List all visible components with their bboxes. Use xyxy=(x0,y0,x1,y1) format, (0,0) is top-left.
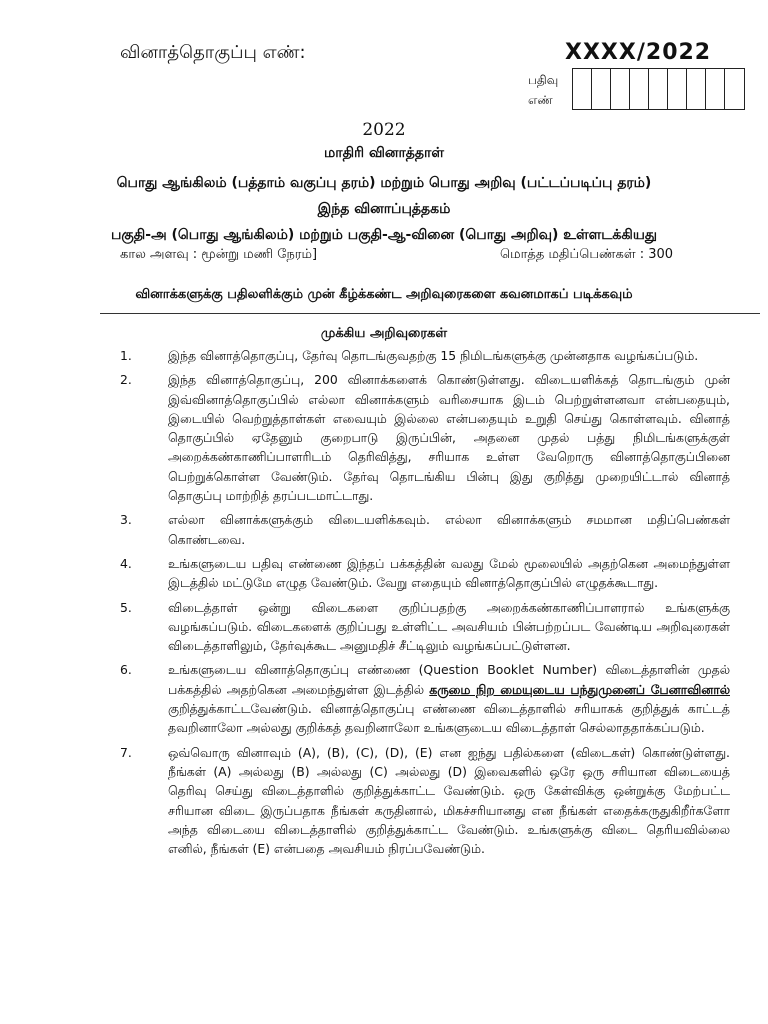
register-digit-box[interactable] xyxy=(725,69,744,109)
register-digit-box[interactable] xyxy=(592,69,611,109)
instruction-item xyxy=(120,598,730,656)
read-instructions-notice: வினாக்களுக்கு பதிலளிக்கும் முன் கீழ்க்கண்ட அறிவுரைகளை கவனமாகப் படிக்கவும் xyxy=(135,287,633,302)
register-label-line2: எண் xyxy=(528,93,553,107)
register-digit-box[interactable] xyxy=(649,69,668,109)
instruction-item xyxy=(120,346,730,365)
register-number-boxes[interactable] xyxy=(572,68,745,110)
instructions-list xyxy=(120,346,730,863)
instructions-title: முக்கிய அறிவுரைகள் xyxy=(320,326,448,341)
instruction-number: 1. xyxy=(120,348,132,363)
instruction-item xyxy=(120,554,730,593)
subject-line: பொது ஆங்கிலம் (பத்தாம் வகுப்பு தரம்) மற்றும் பொது அறிவு (பட்டப்படிப்பு தரம்) xyxy=(116,175,652,191)
exam-year: 2022 xyxy=(362,120,406,140)
paper-code: XXXX/2022 xyxy=(565,40,712,65)
instruction-item xyxy=(120,743,730,859)
register-digit-box[interactable] xyxy=(706,69,725,109)
register-digit-box[interactable] xyxy=(668,69,687,109)
instruction-number: 4. xyxy=(120,555,132,571)
instruction-item xyxy=(120,510,730,549)
instruction-number: 5. xyxy=(120,599,132,615)
instruction-text: இந்த வினாத்தொகுப்பு, தேர்வு தொடங்குவதற்கு 15 நிமிடங்களுக்கு முன்னதாக வழங்கப்படும். xyxy=(168,348,699,363)
register-number-label xyxy=(528,70,568,110)
instruction-text-part: உங்களுடைய வினாத்தொகுப்பு எண்ணை (Question Booklet Number) விடைத்தாளின் முதல் பக்கத்தில் அதற்கென அமைந்துள்ள இடத்தில் xyxy=(168,662,730,697)
exam-duration: கால அளவு : மூன்று மணி நேரம்] xyxy=(120,247,318,262)
instruction-text: விடைத்தாள் ஒன்று விடைகளை குறிப்பதற்கு அறைக்கண்காணிப்பாளரால் உங்களுக்கு வழங்கப்படும். விடைகளைக் குறிப்பது உள்ளிட்ட அவசியம் பின்பற்றப்பட வேண்டிய அறிவுரைகள் விடைத்தாளிலும், தேர்வுக்கூட அனுமதிச் சீட்டிலும் வழங்கப்பட்டுள்ளன. xyxy=(168,599,730,654)
booklet-line: இந்த வினாப்புத்தகம் xyxy=(317,201,451,217)
instruction-text: ஒவ்வொரு வினாவும் (A), (B), (C), (D), (E) என ஐந்து பதில்களை (விடைகள்) கொண்டுள்ளது. நீங்கள் (A) அல்லது (B) அல்லது (C) அல்லது (D) இவைகளில் ஒரே ஒரு சரியான விடையைத் தெரிவு செய்து விடைத்தாளில் குறித்துக்காட்ட வேண்டும். ஒரு கேள்விக்கு ஒன்றுக்கு மேற்பட்ட சரியான விடை இருப்பதாக நீங்கள் கருதினால், மிகச்சரியானது என நீங்கள் எதைக்கருதுகிறீர்களோ அந்த விடையை விடைத்தாளில் குறித்துக்காட்ட வேண்டும். உங்களுக்கு விடை தெரியவில்லை எனில், நீங்கள் (E) என்பதை அவசியம் நிரப்பவேண்டும். xyxy=(168,744,730,857)
instruction-text: எல்லா வினாக்களுக்கும் விடையளிக்கவும். எல்லா வினாக்களும் சமமான மதிப்பெண்கள் கொண்டவை. xyxy=(168,512,730,547)
instruction-emphasis: கருமை நிற மையுடைய பந்துமுனைப் பேனாவினால் xyxy=(429,681,730,697)
instruction-number: 7. xyxy=(120,744,132,760)
register-label-line1: பதிவு xyxy=(528,73,559,87)
instruction-item xyxy=(120,660,730,737)
register-digit-box[interactable] xyxy=(687,69,706,109)
parts-line: பகுதி-அ (பொது ஆங்கிலம்) மற்றும் பகுதி-ஆ-வினை (பொது அறிவு) உள்ளடக்கியது xyxy=(111,227,657,243)
divider-line xyxy=(100,313,760,314)
instruction-item xyxy=(120,370,730,505)
instruction-text-part: குறித்துக்காட்டவேண்டும். வினாத்தொகுப்பு எண்ணை விடைத்தாளில் சரியாகக் குறித்துக் காட்டத் தவறினாலோ அல்லது குறிக்கத் தவறினாலோ உங்களுடைய விடைத்தாள் செல்லாததாக்கப்படும். xyxy=(168,701,730,736)
instruction-text: இந்த வினாத்தொகுப்பு, 200 வினாக்களைக் கொண்டுள்ளது. விடையளிக்கத் தொடங்கும் முன் இவ்வினாத்தொகுப்பில் எல்லா வினாக்களும் வரிசையாக இடம் பெற்றுள்ளனவா என்பதையும், இடையில் வெற்றுத்தாள்கள் எவையும் இல்லை என்பதையும் உறுதி செய்து கொள்ளவும். வினாத் தொகுப்பில் ஏதேனும் குறைபாடு இருப்பின், அதனை முதல் பத்து நிமிடங்களுக்குள் அறைக்கண்காணிப்பாளரிடம் தெரிவித்து, சரியாக உள்ள வேறொரு வினாத்தொகுப்பினை பெற்றுக்கொள்ள வேண்டும். தேர்வு தொடங்கிய பின்பு இது குறித்து முறையிட்டால் வினாத் தொகுப்பு மாற்றித் தரப்படமாட்டாது. xyxy=(168,372,730,504)
instruction-number: 2. xyxy=(120,372,132,388)
instruction-number: 3. xyxy=(120,512,132,528)
instruction-text: உங்களுடைய பதிவு எண்ணை இந்தப் பக்கத்தின் வலது மேல் மூலையில் அதற்கென அமைந்துள்ள இடத்தில் மட்டுமே எழுத வேண்டும். வேறு எதையும் வினாத்தொகுப்பில் எழுதக்கூடாது. xyxy=(168,555,730,591)
total-marks: மொத்த மதிப்பெண்கள் : 300 xyxy=(500,247,674,262)
question-booklet-label: வினாத்தொகுப்பு எண்: xyxy=(120,42,306,63)
model-paper-title: மாதிரி வினாத்தாள் xyxy=(323,145,444,161)
register-digit-box[interactable] xyxy=(630,69,649,109)
instruction-number: 6. xyxy=(120,662,132,678)
register-digit-box[interactable] xyxy=(611,69,630,109)
register-digit-box[interactable] xyxy=(573,69,592,109)
instruction-text xyxy=(168,660,730,737)
